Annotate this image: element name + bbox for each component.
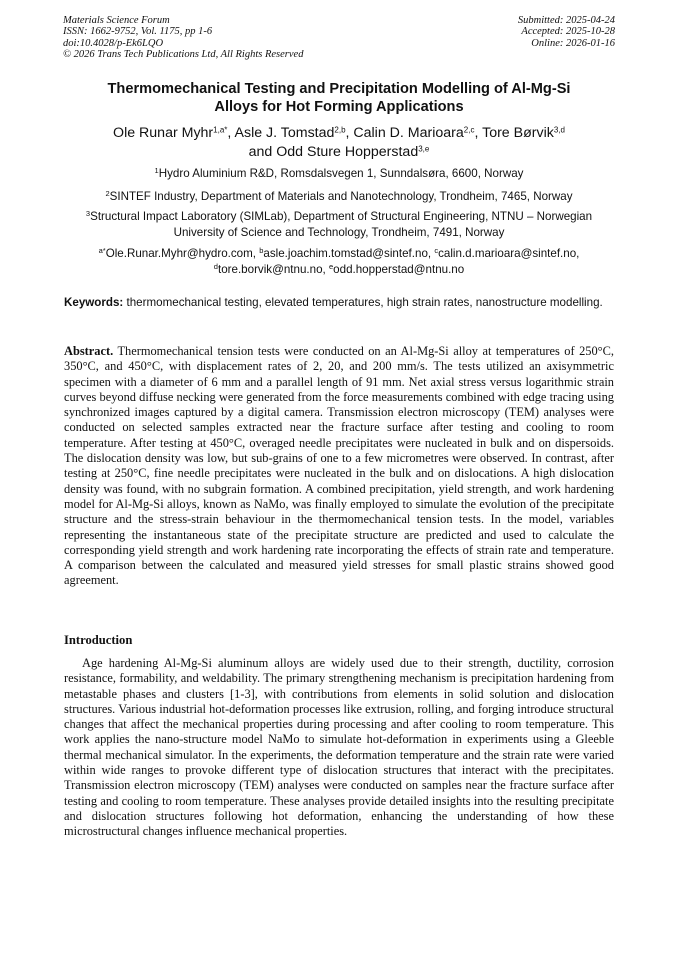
submitted-date: Submitted: 2025-04-24 [517,15,615,26]
email-d: tore.borvik@ntnu.no, [217,262,329,276]
title-line-2: Alloys for Hot Forming Applications [214,99,464,115]
intro-paragraph: Age hardening Al-Mg-Si aluminum alloys are widely used due to their strength, ductility, corrosion resistance, formability, and weldability. The primary strengthening mechanism is precipitation hardening from metastable phases and clusters [1-3], with contributions from elements in solid solution and dislocation structures. Various industrial hot-deformation processes like extrusion, rolling, and forging introduce structural changes that affect the mechanical properties during processing and after cooling to room temperature. This work applies the nano-structure model NaMo to simulate hot-deformation in experiments using a Gleeble thermal mechanical simulator. In the experiments, the deformation temperature and the strain rate were varied within wide ranges to provoke different type of dislocation structures that interact with the precipitates. Transmission electron microscopy (TEM) analyses were conducted on samples near the fracture surface after testing and cooling to room temperature. These analyses provide detailed insights into the resulting precipitate and dislocation structures following hot deformation, enhancing the understanding of how these microstructural changes influence mechanical properties. [64,656,614,839]
email-a: Ole.Runar.Myhr@hydro.com, [105,247,260,260]
affiliation-2 [58,189,620,205]
email-b: asle.joachim.tomstad@sintef.no, [263,247,435,260]
email-e-sup: e [329,261,334,271]
author-2-sup: 2,b [334,125,346,135]
author-3-sup: 2,c [463,125,475,135]
online-date: Online: 2026-01-16 [531,37,615,49]
email-c-sup: c [434,245,439,255]
aff-3-text: Structural Impact Laboratory (SIMLab), Department of Structural Engineering, NTNU – Norwegian [90,210,593,223]
author-list [60,124,618,161]
email-c: calin.d.marioara@sintef.no, [438,247,580,260]
author-line-2 [60,143,618,162]
aff-1-sup: 1 [154,165,159,175]
issn: ISSN: 1662-9752, Vol. 1175, pp 1-6 [63,26,213,38]
title-line-1: Thermomechanical Testing and Precipitation Modelling of Al-Mg-Si [107,81,571,97]
affiliation-3 [58,209,620,240]
accepted-date: Accepted: 2025-10-28 [521,26,615,38]
author-line-1 [60,124,618,143]
email-list [58,246,620,277]
email-b-sup: b [259,245,264,255]
author-1: Ole Runar Myhr [113,125,214,141]
aff-3-line-1 [58,209,620,225]
email-d-sup: d [213,261,218,271]
author-1-sup: 1,a* [213,125,228,135]
paper-title [60,80,618,116]
doi: doi:10.4028/p-Ek6LQO [63,37,164,49]
aff-2-text: SINTEF Industry, Department of Materials and Nanotechnology, Trondheim, 7465, Norway [109,190,573,203]
keywords-label: Keywords: [64,296,124,309]
aff-3-line-2: University of Science and Technology, Trondheim, 7491, Norway [173,225,505,239]
email-line-2 [58,262,620,278]
email-e: odd.hopperstad@ntnu.no [333,262,465,276]
copyright: © 2026 Trans Tech Publications Ltd, All Rights Reserved [63,48,304,60]
author-5: and Odd Sture Hopperstad [248,143,419,160]
email-line-1 [58,246,620,262]
author-4-sup: 3,d [553,125,565,135]
author-3: , Calin D. Marioara [345,125,464,141]
keywords-text: thermomechanical testing, elevated temperatures, high strain rates, nanostructure modelling. [123,296,603,309]
affiliation-1 [58,166,620,182]
author-2: , Asle J. Tomstad [227,125,335,141]
abstract-label: Abstract. [64,344,114,358]
author-5-sup: 3,e [418,144,430,154]
abstract [64,344,614,589]
email-a-sup: a* [98,245,106,255]
keywords [64,295,614,311]
aff-1-text: Hydro Aluminium R&D, Romsdalsvegen 1, Sunndalsøra, 6600, Norway [158,167,524,180]
intro-heading: Introduction [64,633,133,647]
journal-header [63,15,303,60]
author-4: , Tore Børvik [474,125,554,141]
aff-2-sup: 2 [105,188,110,198]
abstract-text: Thermomechanical tension tests were conducted on an Al-Mg-Si alloy at temperatures of 250°C, 350°C, and 450°C, with displacement rates of 2, 20, and 200 mm/s. The tests utilized an axisymmetric specimen with a diameter of 6 mm and a parallel length of 91 mm. Net axial stress versus logarithmic strain curves beyond diffuse necking were generated from the force measurements combined with edge tracing using synchronized images captured by a digital camera. Transmission electron microscopy (TEM) analyses were conducted on selected samples extracted near the fracture surface after testing and cooling to room temperature. After testing at 450°C, overaged needle precipitates were nucleated in bulk and on dispersoids. The dislocation density was low, but sub-grains of one to a few micrometres were observed. In contrast, after testing at 250°C, fine needle precipitates were nucleated in the bulk and on dislocations. A high dislocation density was found, with no subgrain formation. A combined precipitation, yield strength, and work hardening model for Al-Mg-Si alloys, known as NaMo, was finally employed to simulate the evolution of the precipitate structure and the stress-strain behaviour in the thermomechanical tension tests. In the model, variables representing the instantaneous state of the precipitate structure are predicted and used to calculate the corresponding yield strength and work hardening rate incorporating the effects of strain rate and temperature. A comparison between the calculated and measured yield stresses for small plastic strains showed good agreement. [64,344,614,588]
aff-3-sup: 3 [85,208,91,218]
journal-name: Materials Science Forum [63,15,170,26]
dates-header [518,15,615,49]
